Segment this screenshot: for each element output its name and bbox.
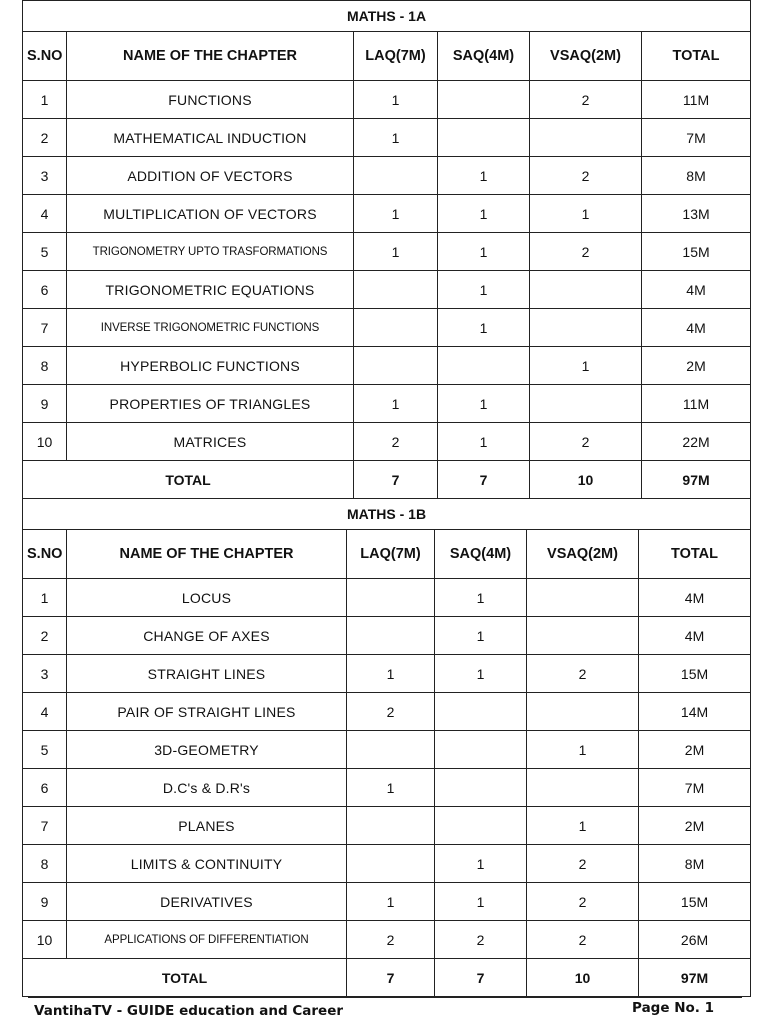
laq-cell bbox=[347, 617, 435, 655]
col-chapter-header: NAME OF THE CHAPTER bbox=[67, 530, 347, 579]
table-row bbox=[23, 883, 751, 921]
table-row bbox=[23, 769, 751, 807]
saq-cell: 1 bbox=[438, 157, 530, 195]
table-row bbox=[23, 617, 751, 655]
total-label: TOTAL bbox=[23, 959, 347, 997]
vsaq-cell bbox=[530, 385, 642, 423]
total-laq: 7 bbox=[347, 959, 435, 997]
chapter-name-cell: CHANGE OF AXES bbox=[67, 617, 347, 655]
table-row bbox=[23, 579, 751, 617]
vsaq-cell: 2 bbox=[530, 233, 642, 271]
sno-cell: 9 bbox=[23, 385, 67, 423]
laq-cell bbox=[354, 309, 438, 347]
sno-cell: 3 bbox=[23, 157, 67, 195]
laq-cell bbox=[354, 347, 438, 385]
vsaq-cell: 2 bbox=[530, 81, 642, 119]
col-sno-header: S.NO bbox=[23, 32, 67, 81]
sno-cell: 6 bbox=[23, 769, 67, 807]
laq-cell: 2 bbox=[354, 423, 438, 461]
table-row bbox=[23, 655, 751, 693]
total-marks: 97M bbox=[639, 959, 751, 997]
chapter-name-cell: PLANES bbox=[67, 807, 347, 845]
vsaq-cell bbox=[527, 617, 639, 655]
chapter-name-cell: MATRICES bbox=[67, 423, 354, 461]
saq-cell: 1 bbox=[435, 617, 527, 655]
chapter-name-cell: ADDITION OF VECTORS bbox=[67, 157, 354, 195]
chapter-name-cell: PAIR OF STRAIGHT LINES bbox=[67, 693, 347, 731]
vsaq-cell: 2 bbox=[527, 921, 639, 959]
total-marks-cell: 2M bbox=[639, 731, 751, 769]
sno-cell: 8 bbox=[23, 347, 67, 385]
maths-1b-body bbox=[23, 579, 751, 959]
total-marks-cell: 8M bbox=[642, 157, 751, 195]
total-marks-cell: 15M bbox=[642, 233, 751, 271]
laq-cell bbox=[354, 157, 438, 195]
table-row bbox=[23, 271, 751, 309]
col-total-header: TOTAL bbox=[639, 530, 751, 579]
maths-1a-header-row bbox=[23, 32, 751, 81]
maths-1a-table bbox=[22, 0, 751, 499]
chapter-name-cell: HYPERBOLIC FUNCTIONS bbox=[67, 347, 354, 385]
saq-cell: 2 bbox=[435, 921, 527, 959]
maths-1b-header-row bbox=[23, 530, 751, 579]
laq-cell: 1 bbox=[354, 385, 438, 423]
vsaq-cell: 2 bbox=[527, 845, 639, 883]
col-sno-header: S.NO bbox=[23, 530, 67, 579]
col-saq-header: SAQ(4M) bbox=[438, 32, 530, 81]
total-marks-cell: 4M bbox=[639, 617, 751, 655]
laq-cell bbox=[347, 579, 435, 617]
laq-cell: 2 bbox=[347, 693, 435, 731]
total-marks-cell: 4M bbox=[639, 579, 751, 617]
saq-cell bbox=[435, 731, 527, 769]
total-marks-cell: 4M bbox=[642, 309, 751, 347]
page-number: Page No. 1 bbox=[632, 1000, 714, 1016]
vsaq-cell: 1 bbox=[530, 347, 642, 385]
saq-cell bbox=[438, 119, 530, 157]
total-marks-cell: 4M bbox=[642, 271, 751, 309]
maths-1a-title: MATHS - 1A bbox=[23, 1, 751, 32]
laq-cell: 1 bbox=[347, 883, 435, 921]
chapter-name-cell: MULTIPLICATION OF VECTORS bbox=[67, 195, 354, 233]
sno-cell: 3 bbox=[23, 655, 67, 693]
col-vsaq-header: VSAQ(2M) bbox=[527, 530, 639, 579]
vsaq-cell bbox=[530, 271, 642, 309]
total-label: TOTAL bbox=[23, 461, 354, 499]
saq-cell: 1 bbox=[438, 309, 530, 347]
total-marks-cell: 26M bbox=[639, 921, 751, 959]
table-row bbox=[23, 807, 751, 845]
saq-cell: 1 bbox=[438, 271, 530, 309]
maths-1a-body bbox=[23, 81, 751, 461]
col-total-header: TOTAL bbox=[642, 32, 751, 81]
chapter-name-cell: TRIGONOMETRY UPTO TRASFORMATIONS bbox=[67, 233, 354, 271]
vsaq-cell: 2 bbox=[530, 423, 642, 461]
chapter-name-cell: 3D-GEOMETRY bbox=[67, 731, 347, 769]
total-marks-cell: 7M bbox=[639, 769, 751, 807]
saq-cell: 1 bbox=[438, 385, 530, 423]
laq-cell: 1 bbox=[354, 233, 438, 271]
sno-cell: 10 bbox=[23, 921, 67, 959]
laq-cell: 1 bbox=[354, 195, 438, 233]
chapter-name-cell: INVERSE TRIGONOMETRIC FUNCTIONS bbox=[67, 309, 354, 347]
saq-cell: 1 bbox=[435, 579, 527, 617]
vsaq-cell bbox=[527, 769, 639, 807]
page-footer bbox=[28, 996, 742, 1022]
table-row bbox=[23, 347, 751, 385]
chapter-name-cell: MATHEMATICAL INDUCTION bbox=[67, 119, 354, 157]
total-marks-cell: 15M bbox=[639, 883, 751, 921]
laq-cell bbox=[354, 271, 438, 309]
exam-blueprint-sheet bbox=[22, 0, 750, 997]
total-marks-cell: 13M bbox=[642, 195, 751, 233]
total-marks-cell: 8M bbox=[639, 845, 751, 883]
col-vsaq-header: VSAQ(2M) bbox=[530, 32, 642, 81]
total-marks-cell: 11M bbox=[642, 81, 751, 119]
table-row bbox=[23, 385, 751, 423]
sno-cell: 2 bbox=[23, 617, 67, 655]
saq-cell bbox=[438, 347, 530, 385]
chapter-name-cell: LIMITS & CONTINUITY bbox=[67, 845, 347, 883]
chapter-name-cell: PROPERTIES OF TRIANGLES bbox=[67, 385, 354, 423]
vsaq-cell: 1 bbox=[527, 731, 639, 769]
total-saq: 7 bbox=[435, 959, 527, 997]
sno-cell: 5 bbox=[23, 233, 67, 271]
chapter-name-cell: D.C's & D.R's bbox=[67, 769, 347, 807]
vsaq-cell: 2 bbox=[530, 157, 642, 195]
col-chapter-header: NAME OF THE CHAPTER bbox=[67, 32, 354, 81]
total-laq: 7 bbox=[354, 461, 438, 499]
total-marks-cell: 2M bbox=[639, 807, 751, 845]
total-vsaq: 10 bbox=[527, 959, 639, 997]
maths-1b-title: MATHS - 1B bbox=[23, 499, 751, 530]
table-row bbox=[23, 423, 751, 461]
vsaq-cell bbox=[527, 579, 639, 617]
sno-cell: 7 bbox=[23, 309, 67, 347]
vsaq-cell: 1 bbox=[530, 195, 642, 233]
table-row bbox=[23, 693, 751, 731]
table-row bbox=[23, 157, 751, 195]
saq-cell bbox=[435, 769, 527, 807]
saq-cell: 1 bbox=[435, 883, 527, 921]
table-row bbox=[23, 81, 751, 119]
vsaq-cell bbox=[527, 693, 639, 731]
footer-publisher: VantihaTV - GUIDE education and Career bbox=[34, 1003, 344, 1019]
col-saq-header: SAQ(4M) bbox=[435, 530, 527, 579]
total-marks-cell: 11M bbox=[642, 385, 751, 423]
maths-1b-table bbox=[22, 498, 751, 997]
chapter-name-cell: APPLICATIONS OF DIFFERENTIATION bbox=[67, 921, 347, 959]
sno-cell: 8 bbox=[23, 845, 67, 883]
chapter-name-cell: DERIVATIVES bbox=[67, 883, 347, 921]
laq-cell: 1 bbox=[347, 655, 435, 693]
vsaq-cell bbox=[530, 119, 642, 157]
col-laq-header: LAQ(7M) bbox=[347, 530, 435, 579]
saq-cell: 1 bbox=[435, 655, 527, 693]
chapter-name-cell: FUNCTIONS bbox=[67, 81, 354, 119]
table-row bbox=[23, 845, 751, 883]
table-row bbox=[23, 195, 751, 233]
vsaq-cell: 1 bbox=[527, 807, 639, 845]
table-row bbox=[23, 921, 751, 959]
vsaq-cell: 2 bbox=[527, 655, 639, 693]
saq-cell: 1 bbox=[438, 423, 530, 461]
total-marks: 97M bbox=[642, 461, 751, 499]
table-row bbox=[23, 309, 751, 347]
sno-cell: 9 bbox=[23, 883, 67, 921]
chapter-name-cell: STRAIGHT LINES bbox=[67, 655, 347, 693]
table-row bbox=[23, 731, 751, 769]
laq-cell bbox=[347, 807, 435, 845]
maths-1b-total-row bbox=[23, 959, 751, 997]
saq-cell: 1 bbox=[438, 233, 530, 271]
vsaq-cell bbox=[530, 309, 642, 347]
total-marks-cell: 15M bbox=[639, 655, 751, 693]
sno-cell: 7 bbox=[23, 807, 67, 845]
total-saq: 7 bbox=[438, 461, 530, 499]
saq-cell bbox=[435, 693, 527, 731]
sno-cell: 4 bbox=[23, 693, 67, 731]
table-row bbox=[23, 233, 751, 271]
laq-cell: 2 bbox=[347, 921, 435, 959]
chapter-name-cell: LOCUS bbox=[67, 579, 347, 617]
total-marks-cell: 22M bbox=[642, 423, 751, 461]
sno-cell: 1 bbox=[23, 81, 67, 119]
saq-cell: 1 bbox=[435, 845, 527, 883]
saq-cell bbox=[435, 807, 527, 845]
laq-cell bbox=[347, 731, 435, 769]
sno-cell: 4 bbox=[23, 195, 67, 233]
total-marks-cell: 7M bbox=[642, 119, 751, 157]
table-row bbox=[23, 119, 751, 157]
col-laq-header: LAQ(7M) bbox=[354, 32, 438, 81]
laq-cell: 1 bbox=[354, 81, 438, 119]
laq-cell bbox=[347, 845, 435, 883]
sno-cell: 6 bbox=[23, 271, 67, 309]
total-marks-cell: 2M bbox=[642, 347, 751, 385]
maths-1a-total-row bbox=[23, 461, 751, 499]
sno-cell: 2 bbox=[23, 119, 67, 157]
sno-cell: 1 bbox=[23, 579, 67, 617]
sno-cell: 10 bbox=[23, 423, 67, 461]
sno-cell: 5 bbox=[23, 731, 67, 769]
saq-cell: 1 bbox=[438, 195, 530, 233]
saq-cell bbox=[438, 81, 530, 119]
total-marks-cell: 14M bbox=[639, 693, 751, 731]
total-vsaq: 10 bbox=[530, 461, 642, 499]
vsaq-cell: 2 bbox=[527, 883, 639, 921]
laq-cell: 1 bbox=[354, 119, 438, 157]
laq-cell: 1 bbox=[347, 769, 435, 807]
chapter-name-cell: TRIGONOMETRIC EQUATIONS bbox=[67, 271, 354, 309]
